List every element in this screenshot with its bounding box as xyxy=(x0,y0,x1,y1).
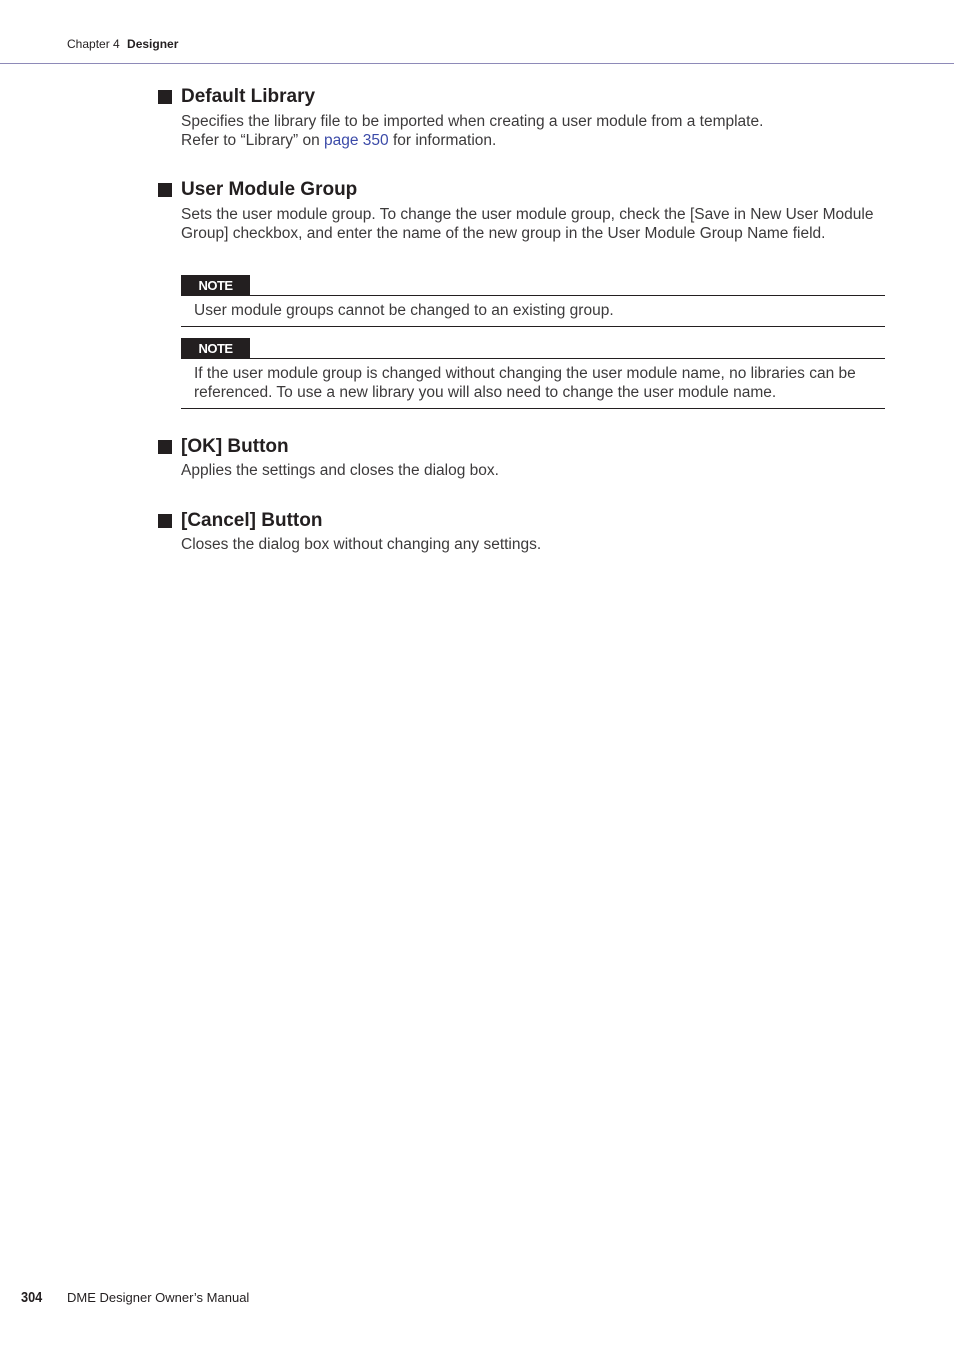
square-bullet-icon xyxy=(158,440,172,454)
note-text: If the user module group is changed without changing the user module name, no libraries can be referenced. To use a new library you will also need to change the user module name. xyxy=(181,359,885,409)
heading-text: User Module Group xyxy=(181,179,358,200)
text-span: Refer to “Library” on xyxy=(181,132,324,149)
note-box xyxy=(181,275,885,327)
body-line xyxy=(181,131,886,150)
note-box xyxy=(181,338,885,409)
heading-text: [OK] Button xyxy=(181,436,289,457)
section-heading xyxy=(158,178,886,202)
section-default-library xyxy=(158,85,886,150)
body-line: Specifies the library file to be imported when creating a user module from a template. xyxy=(181,113,764,130)
page-link[interactable]: page 350 xyxy=(324,132,389,149)
note-label: NOTE xyxy=(181,338,250,359)
square-bullet-icon xyxy=(158,183,172,197)
section-body xyxy=(181,112,886,150)
section-body: Sets the user module group. To change the user module group, check the [Save in New User Module Group] checkbox, and enter the name of the new group in the User Module Group Name field. xyxy=(181,206,874,242)
section-heading xyxy=(158,509,886,533)
heading-text: Default Library xyxy=(181,86,316,107)
section-user-module-group xyxy=(158,178,886,243)
chapter-name: Designer xyxy=(127,37,179,51)
manual-title: DME Designer Owner’s Manual xyxy=(67,1290,250,1305)
section-body: Closes the dialog box without changing any settings. xyxy=(181,536,542,553)
section-cancel-button xyxy=(158,509,886,554)
square-bullet-icon xyxy=(158,90,172,104)
text-span: for information. xyxy=(388,132,497,149)
section-heading xyxy=(158,85,886,109)
heading-text: [Cancel] Button xyxy=(181,510,323,531)
running-header xyxy=(67,37,178,52)
header-divider xyxy=(0,63,954,64)
page-footer xyxy=(21,1289,249,1306)
page-number: 304 xyxy=(21,1289,43,1306)
section-heading xyxy=(158,435,886,459)
note-label: NOTE xyxy=(181,275,250,296)
square-bullet-icon xyxy=(158,514,172,528)
section-body: Applies the settings and closes the dialog box. xyxy=(181,462,499,479)
note-text: User module groups cannot be changed to an existing group. xyxy=(181,296,885,327)
section-ok-button xyxy=(158,435,886,480)
chapter-label: Chapter 4 xyxy=(67,37,120,51)
